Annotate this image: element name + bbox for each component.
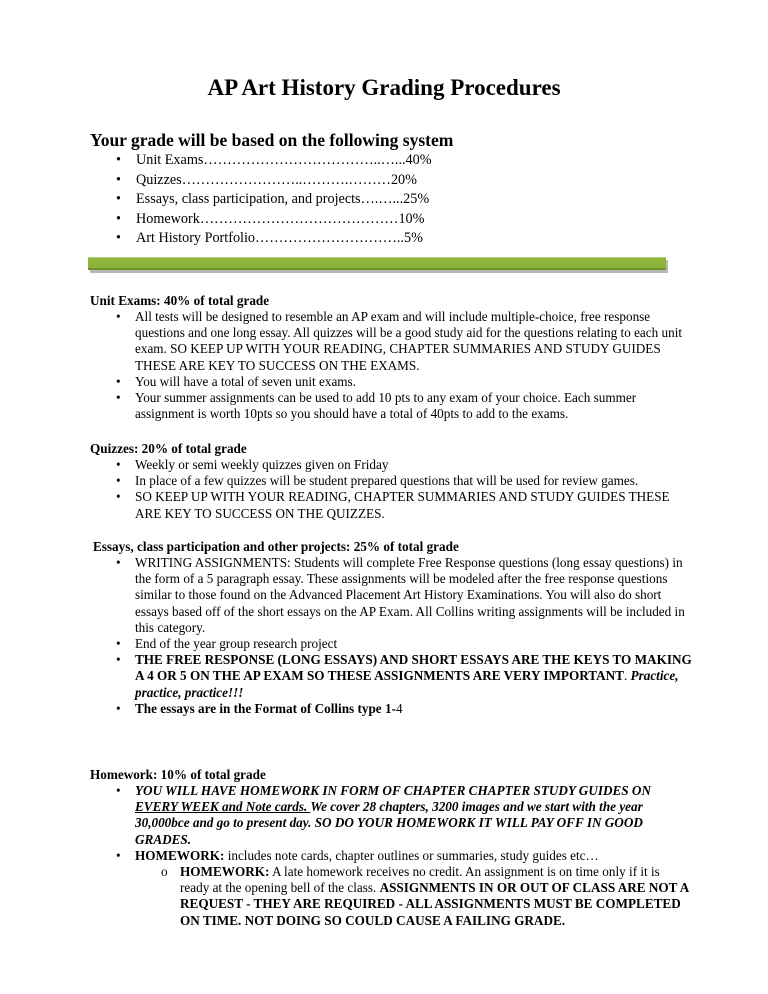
page-title: AP Art History Grading Procedures (207, 75, 561, 100)
bullet-icon: • (116, 700, 121, 716)
bullet-icon: • (116, 390, 121, 406)
grading-breakdown-list (116, 151, 432, 249)
homework-heading: Homework: 10% of total grade (90, 767, 266, 782)
bullet-icon: • (116, 230, 121, 246)
list-item: • Your summer assignments can be used to add 10 pts to any exam of your choice. Each summer assignment is worth 10pts so you should have a total of 40pts to add to the exams. (116, 390, 637, 422)
list-item: • In place of a few quizzes will be student prepared questions that will be used for review games. (116, 473, 639, 489)
bullet-icon: • (116, 191, 121, 207)
grade-item-portfolio: • Art History Portfolio…………………………..5% (116, 229, 432, 249)
grade-item-quizzes: • Quizzes……………………..……….………20% (116, 171, 432, 191)
bullet-icon: • (116, 171, 121, 188)
bullet-icon: • (116, 309, 121, 324)
bullet-icon: • (116, 210, 121, 227)
homework-sublist (161, 864, 690, 929)
bullet-icon: • (116, 489, 121, 505)
section-divider (88, 257, 666, 270)
unit-exams-section (90, 293, 690, 422)
bullet-icon: • (116, 473, 121, 489)
bullet-icon: • (116, 847, 121, 863)
grading-system-heading: Your grade will be based on the following system (90, 130, 454, 150)
unit-exams-heading: Unit Exams: 40% of total grade (90, 293, 270, 308)
bullet-icon: • (116, 783, 121, 798)
homework-list (116, 783, 690, 929)
unit-exams-list (116, 309, 690, 422)
list-item: • The essays are in the Format of Collins type 1-4 (116, 700, 403, 716)
quizzes-section (90, 441, 690, 522)
grade-item-unit-exams: • Unit Exams………………………………..…...40% (116, 151, 432, 171)
circle-bullet-icon: o (161, 864, 168, 880)
quizzes-heading: Quizzes: 20% of total grade (90, 441, 247, 456)
essays-heading: Essays, class participation and other projects: 25% of total grade (93, 539, 459, 554)
grade-item-essays: • Essays, class participation, and projects….…...25% (116, 190, 432, 210)
list-item: • You will have a total of seven unit exams. (116, 373, 356, 389)
list-item: • End of the year group research project (116, 636, 338, 652)
bullet-icon: • (116, 652, 121, 668)
list-item: • Weekly or semi weekly quizzes given on Friday (116, 457, 389, 472)
list-item: • YOU WILL HAVE HOMEWORK IN FORM OF CHAPTER CHAPTER STUDY GUIDES ON EVERY WEEK and Note cards. We cover 28 chapters, 3200 images and we start with the year 30,000bce and go to present day. SO DO YOUR HOMEWORK IT WILL PAY OFF IN GOOD GRADES. (116, 783, 651, 847)
bullet-icon: • (116, 555, 121, 570)
list-item: • HOMEWORK: includes note cards, chapter outlines or summaries, study guides etc… o HOMEWORK: A late homework receives no credit. An assignment is on time only if it is ready at the opening bell of the class. ASSIGNMENTS IN OR OUT OF CLASS ARE NOT A REQUEST - THEY ARE REQUIRED - ALL ASSIGNMENTS MUST BE COMPLETED ON TIME. NOT DOING SO COULD CAUSE A FAILING GRADE. (116, 847, 689, 928)
list-item: • SO KEEP UP WITH YOUR READING, CHAPTER SUMMARIES AND STUDY GUIDES THESE ARE KEY TO SUCCESS ON THE QUIZZES. (116, 489, 670, 521)
bullet-icon: • (116, 457, 121, 472)
quizzes-list (116, 457, 690, 522)
essays-list (116, 555, 693, 717)
list-item: • THE FREE RESPONSE (LONG ESSAYS) AND SHORT ESSAYS ARE THE KEYS TO MAKING A 4 OR 5 ON THE AP EXAM SO THESE ASSIGNMENTS ARE VERY IMPORTANT. Practice, practice, practice!!! (116, 652, 692, 700)
grade-item-homework: • Homework……………………………………10% (116, 210, 432, 230)
list-item: • WRITING ASSIGNMENTS: Students will complete Free Response questions (long essay questions) in the form of a 5 paragraph essay. These assignments will be modeled after the free response questions similar to those found on the Advanced Placement Art History Examinations. You will also do short essays based off of the short essays on the AP Exam. All Collins writing assignments will be included in this category. (116, 555, 685, 635)
list-item: • All tests will be designed to resemble an AP exam and will include multiple-choice, free response questions and one long essay. All quizzes will be a good study aid for the questions relating to each unit exam. SO KEEP UP WITH YOUR READING, CHAPTER SUMMARIES AND STUDY GUIDES THESE ARE KEY TO SUCCESS ON THE EXAMS. (116, 309, 683, 373)
homework-section (90, 767, 690, 929)
bullet-icon: • (116, 636, 121, 652)
bullet-icon: • (116, 152, 121, 168)
list-item: o HOMEWORK: A late homework receives no credit. An assignment is on time only if it is ready at the opening bell of the class. ASSIGNMENTS IN OR OUT OF CLASS ARE NOT A REQUEST - THEY ARE REQUIRED - ALL ASSIGNMENTS MUST BE COMPLETED ON TIME. NOT DOING SO COULD CAUSE A FAILING GRADE. (161, 864, 689, 928)
essays-section (93, 539, 693, 717)
bullet-icon: • (116, 373, 121, 389)
